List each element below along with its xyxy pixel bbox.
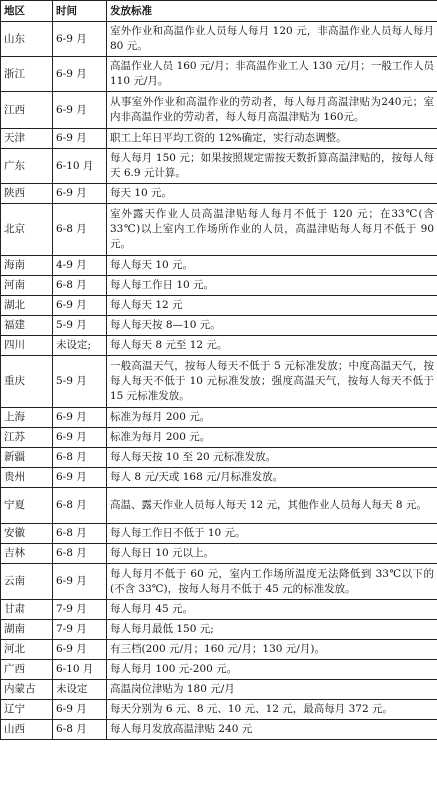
standard-cell: 高温、露天作业人员每人每天 12 元，其他作业人员每人每天 8 元。 bbox=[107, 488, 437, 524]
standard-cell: 每人每天按 8—10 元。 bbox=[107, 316, 437, 336]
region-cell: 云南 bbox=[1, 564, 53, 600]
table-row bbox=[1, 488, 437, 524]
region-cell: 内蒙古 bbox=[1, 680, 53, 700]
region-cell: 吉林 bbox=[1, 544, 53, 564]
standard-cell: 一般高温天气，按每人每天不低于 5 元标准发放；中度高温天气，按每人每天不低于 10 元标准发放；强度高温天气，按每人每天不低于 15 元标准发放。 bbox=[107, 356, 437, 408]
standard-cell: 高温作业人员 160 元/月；非高温作业工人 130 元/月；一般工作人员 110 元/月。 bbox=[107, 57, 437, 92]
standard-cell: 每天分别为 6 元、8 元、10 元、12 元，最高每月 372 元。 bbox=[107, 700, 437, 720]
header-region: 地区 bbox=[1, 1, 53, 22]
period-cell: 6-8 月 bbox=[53, 488, 107, 524]
period-cell: 6-8 月 bbox=[53, 276, 107, 296]
table-row bbox=[1, 316, 437, 336]
standard-cell: 每人每天 8 元至 12 元。 bbox=[107, 336, 437, 356]
standard-cell: 每天 10 元。 bbox=[107, 184, 437, 204]
period-cell: 6-10 月 bbox=[53, 660, 107, 680]
table-row bbox=[1, 276, 437, 296]
standard-cell: 职工上年日平均工资的 12%确定，实行动态调整。 bbox=[107, 129, 437, 149]
table-row bbox=[1, 448, 437, 468]
standard-cell: 每人每天 10 元。 bbox=[107, 256, 437, 276]
table-row bbox=[1, 660, 437, 680]
period-cell: 6-8 月 bbox=[53, 524, 107, 544]
table-row bbox=[1, 356, 437, 408]
region-cell: 广东 bbox=[1, 149, 53, 184]
table-body bbox=[1, 22, 437, 740]
period-cell: 6-9 月 bbox=[53, 468, 107, 488]
standard-cell: 每人 8 元/天或 168 元/月标准发放。 bbox=[107, 468, 437, 488]
region-cell: 宁夏 bbox=[1, 488, 53, 524]
table-row bbox=[1, 564, 437, 600]
table-row bbox=[1, 336, 437, 356]
standard-cell: 每人每月 45 元。 bbox=[107, 600, 437, 620]
period-cell: 6-8 月 bbox=[53, 204, 107, 256]
table-row bbox=[1, 720, 437, 740]
region-cell: 新疆 bbox=[1, 448, 53, 468]
period-cell: 6-9 月 bbox=[53, 129, 107, 149]
standard-cell: 标准为每月 200 元。 bbox=[107, 428, 437, 448]
table-row bbox=[1, 22, 437, 57]
period-cell: 6-8 月 bbox=[53, 544, 107, 564]
table-row bbox=[1, 680, 437, 700]
region-cell: 福建 bbox=[1, 316, 53, 336]
region-cell: 山东 bbox=[1, 22, 53, 57]
table-row bbox=[1, 296, 437, 316]
period-cell: 6-9 月 bbox=[53, 296, 107, 316]
region-cell: 江苏 bbox=[1, 428, 53, 448]
period-cell: 6-9 月 bbox=[53, 22, 107, 57]
period-cell: 6-9 月 bbox=[53, 408, 107, 428]
region-cell: 上海 bbox=[1, 408, 53, 428]
standard-cell: 有三档(200 元/月；160 元/月；130 元/月)。 bbox=[107, 640, 437, 660]
period-cell: 6-9 月 bbox=[53, 564, 107, 600]
region-cell: 河北 bbox=[1, 640, 53, 660]
table-row bbox=[1, 57, 437, 92]
period-cell: 6-10 月 bbox=[53, 149, 107, 184]
standard-cell: 高温岗位津贴为 180 元/月 bbox=[107, 680, 437, 700]
region-cell: 贵州 bbox=[1, 468, 53, 488]
period-cell: 6-9 月 bbox=[53, 640, 107, 660]
table-row bbox=[1, 408, 437, 428]
standard-cell: 每人每天按 10 至 20 元标准发放。 bbox=[107, 448, 437, 468]
table-row bbox=[1, 468, 437, 488]
region-cell: 安徽 bbox=[1, 524, 53, 544]
table-header-row bbox=[1, 1, 437, 22]
table-row bbox=[1, 92, 437, 129]
table-row bbox=[1, 149, 437, 184]
period-cell: 5-9 月 bbox=[53, 356, 107, 408]
period-cell: 未设定; bbox=[53, 336, 107, 356]
table-row bbox=[1, 256, 437, 276]
period-cell: 6-8 月 bbox=[53, 448, 107, 468]
header-period: 时间 bbox=[53, 1, 107, 22]
period-cell: 6-9 月 bbox=[53, 184, 107, 204]
standard-cell: 室外作业和高温作业人员每人每月 120 元，非高温作业人员每人每月 80 元。 bbox=[107, 22, 437, 57]
standard-cell: 室外露天作业人员高温津贴每人每月不低于 120 元；在33℃(含 33℃)以上室内工作场所作业的人员，高温津贴每人每月不低于 90 元。 bbox=[107, 204, 437, 256]
standard-cell: 每人每月最低 150 元; bbox=[107, 620, 437, 640]
table-row bbox=[1, 640, 437, 660]
table-row bbox=[1, 129, 437, 149]
period-cell: 6-9 月 bbox=[53, 700, 107, 720]
standard-cell: 每人每工作日 10 元。 bbox=[107, 276, 437, 296]
table-row bbox=[1, 544, 437, 564]
table-row bbox=[1, 204, 437, 256]
standard-cell: 从事室外作业和高温作业的劳动者，每人每月高温津贴为240元；室内非高温作业的劳动者，每人每月高温津贴为 160元。 bbox=[107, 92, 437, 129]
table-row bbox=[1, 700, 437, 720]
region-cell: 河南 bbox=[1, 276, 53, 296]
period-cell: 5-9 月 bbox=[53, 316, 107, 336]
period-cell: 6-9 月 bbox=[53, 57, 107, 92]
region-cell: 陕西 bbox=[1, 184, 53, 204]
region-cell: 天津 bbox=[1, 129, 53, 149]
standard-cell: 每人每日 10 元以上。 bbox=[107, 544, 437, 564]
table-row bbox=[1, 428, 437, 448]
region-cell: 广西 bbox=[1, 660, 53, 680]
standard-cell: 每人每月不低于 60 元，室内工作场所温度无法降低到 33℃以下的(不含 33℃)，按每人每月不低于 45 元的标准发放。 bbox=[107, 564, 437, 600]
period-cell: 未设定 bbox=[53, 680, 107, 700]
table-row bbox=[1, 600, 437, 620]
region-cell: 湖北 bbox=[1, 296, 53, 316]
standard-cell: 每人每月 100 元-200 元。 bbox=[107, 660, 437, 680]
period-cell: 7-9 月 bbox=[53, 600, 107, 620]
header-standard: 发放标准 bbox=[107, 1, 437, 22]
standard-cell: 每人每工作日不低于 10 元。 bbox=[107, 524, 437, 544]
region-cell: 四川 bbox=[1, 336, 53, 356]
period-cell: 6-9 月 bbox=[53, 428, 107, 448]
period-cell: 6-8 月 bbox=[53, 720, 107, 740]
period-cell: 4-9 月 bbox=[53, 256, 107, 276]
region-cell: 辽宁 bbox=[1, 700, 53, 720]
region-cell: 湖南 bbox=[1, 620, 53, 640]
region-cell: 山西 bbox=[1, 720, 53, 740]
region-cell: 海南 bbox=[1, 256, 53, 276]
table-row bbox=[1, 620, 437, 640]
region-cell: 浙江 bbox=[1, 57, 53, 92]
table-row bbox=[1, 184, 437, 204]
standard-cell: 每人每月 150 元；如果按照规定需按天数折算高温津贴的，按每人每天 6.9 元计算。 bbox=[107, 149, 437, 184]
standard-cell: 每人每月发放高温津贴 240 元 bbox=[107, 720, 437, 740]
region-cell: 江西 bbox=[1, 92, 53, 129]
region-cell: 北京 bbox=[1, 204, 53, 256]
table-row bbox=[1, 524, 437, 544]
region-cell: 甘肃 bbox=[1, 600, 53, 620]
region-cell: 重庆 bbox=[1, 356, 53, 408]
period-cell: 6-9 月 bbox=[53, 92, 107, 129]
standard-cell: 每人每天 12 元 bbox=[107, 296, 437, 316]
period-cell: 7-9 月 bbox=[53, 620, 107, 640]
standard-cell: 标准为每月 200 元。 bbox=[107, 408, 437, 428]
